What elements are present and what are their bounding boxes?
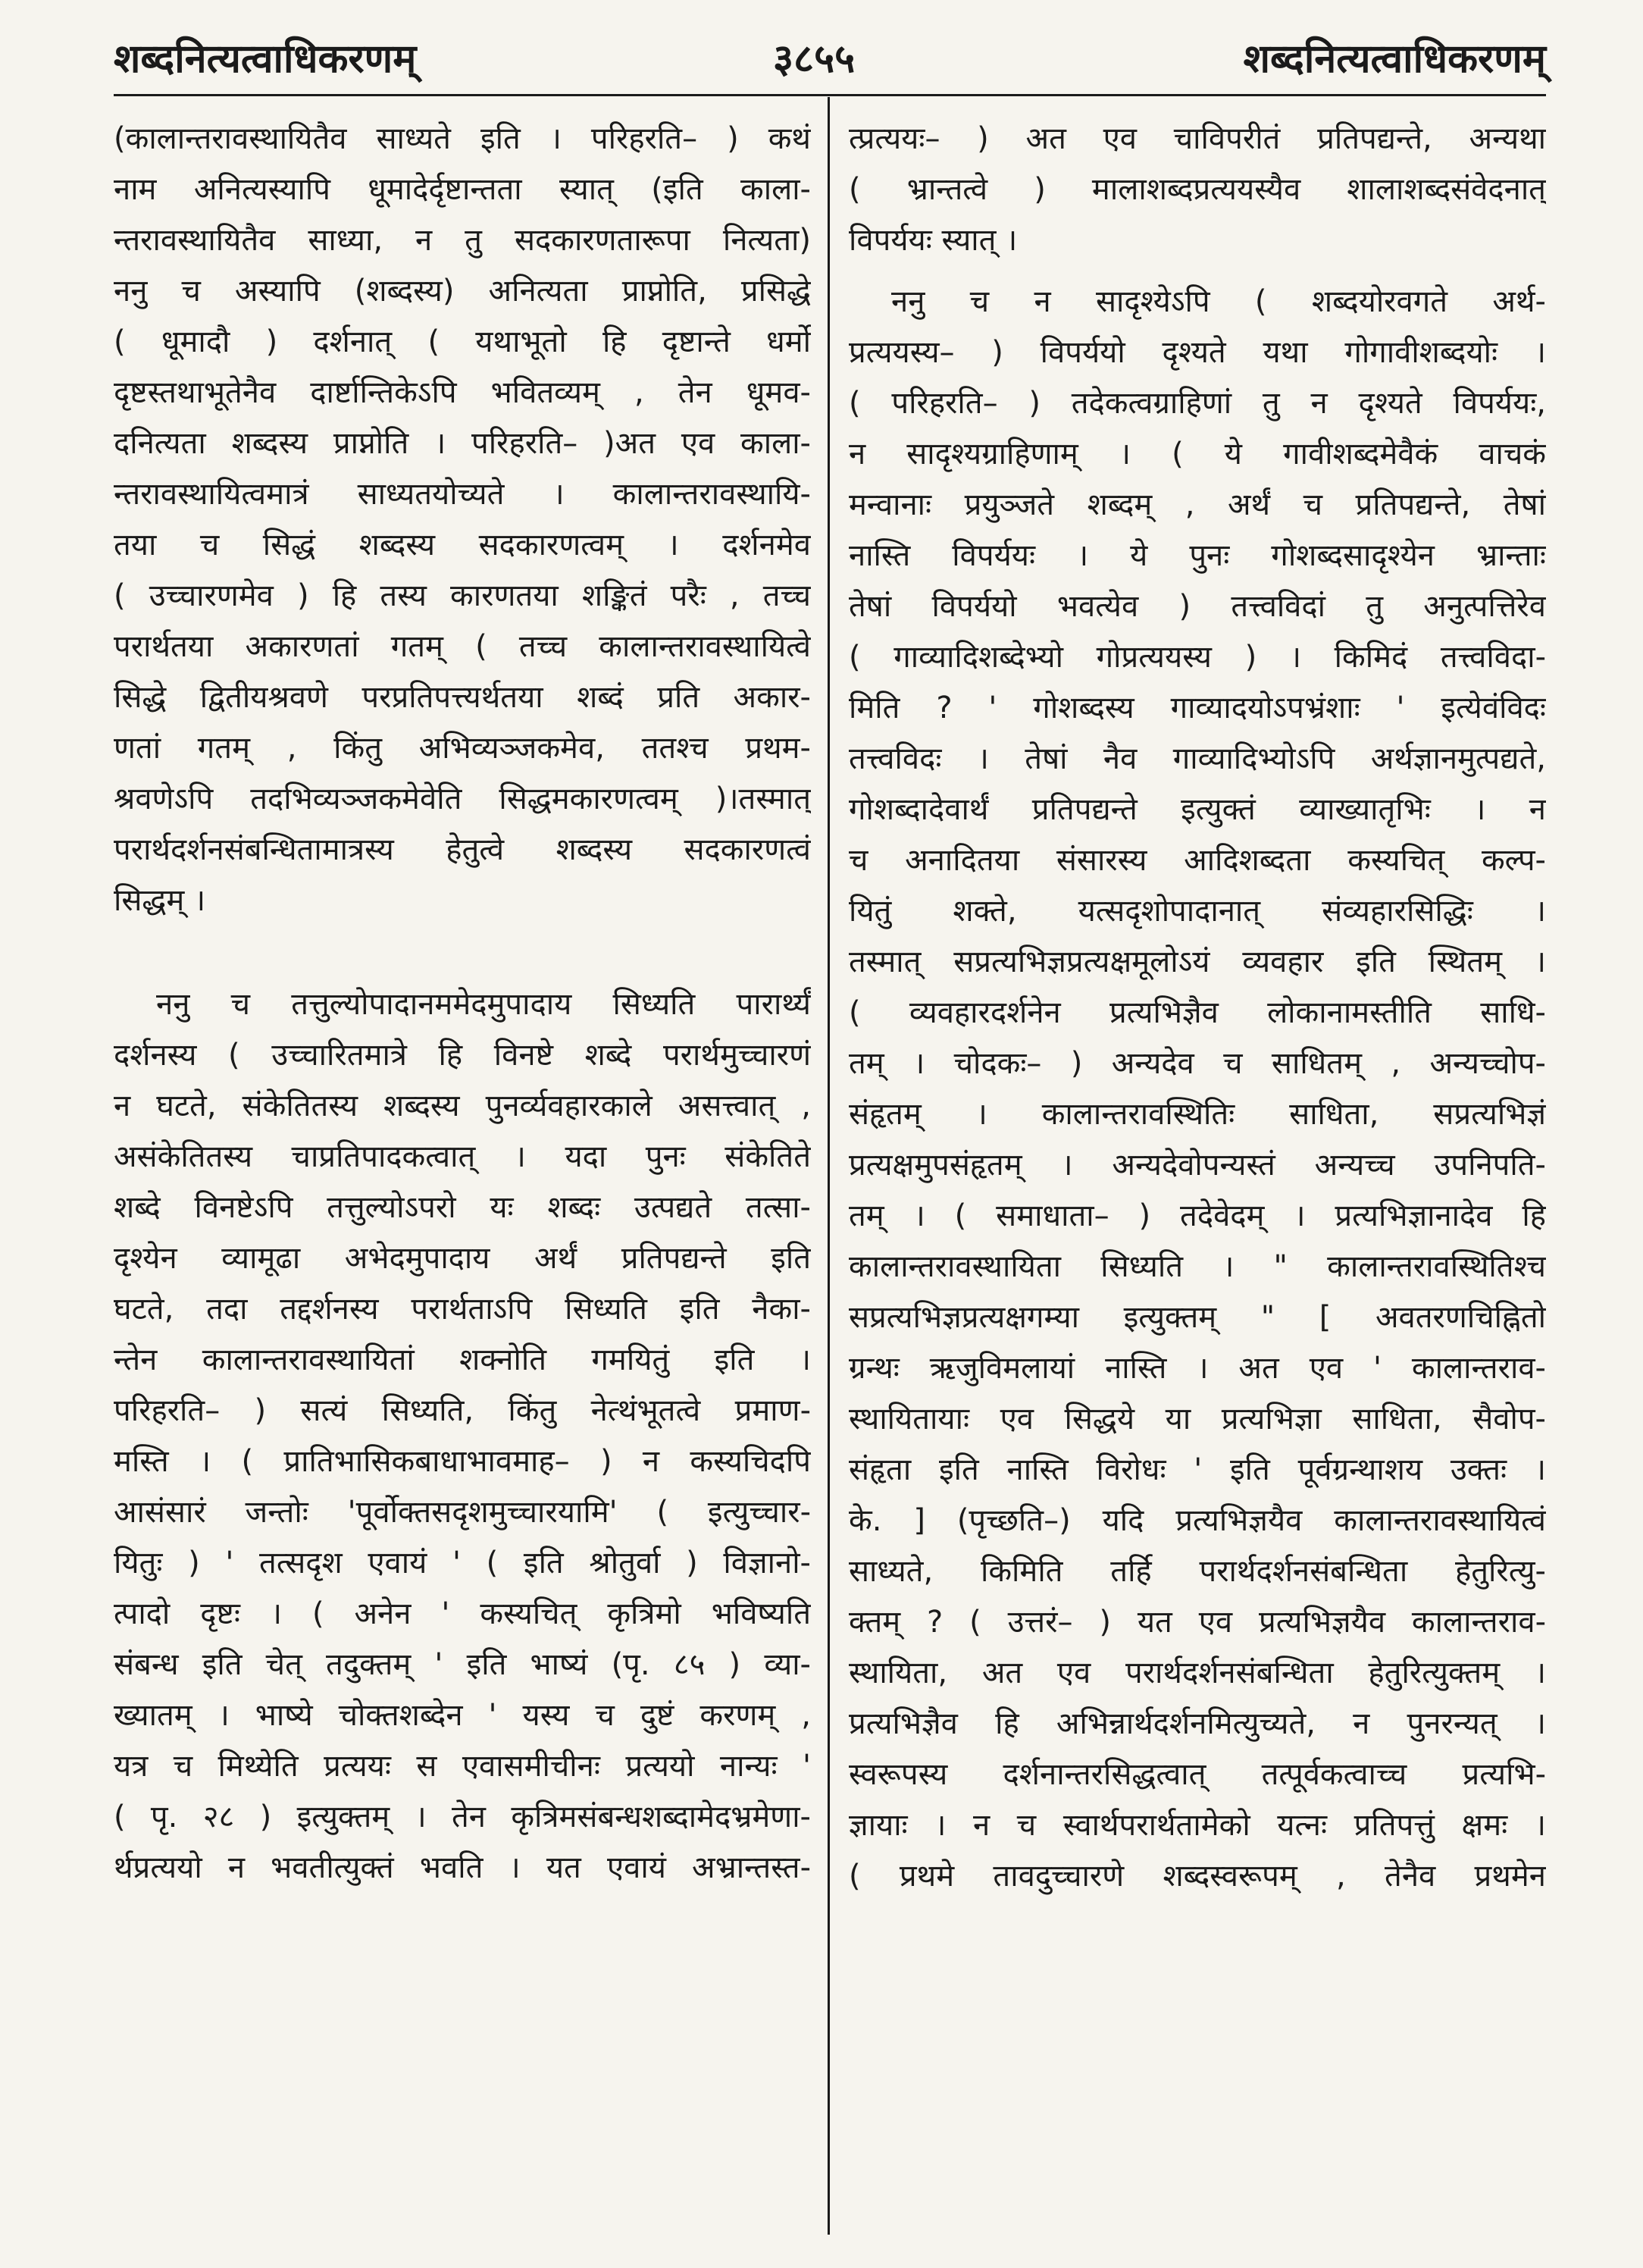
text-line: घटते, तदा तद्दर्शनस्य परार्थताऽपि सिध्यति इति नैका-: [114, 1292, 811, 1327]
text-line: ( व्यवहारदर्शनेन प्रत्यभिज्ञैव लोकानामस्तीति साधि-: [849, 995, 1546, 1030]
text-line: ननु च तत्तुल्योपादानममेदमुपादाय सिध्यति पारार्थ्यं: [156, 987, 811, 1022]
left-paragraph-2: [114, 979, 811, 1894]
text-line: ( उच्चारणमेव ) हि तस्य कारणतया शङ्कितं परैः , तच्च: [114, 578, 811, 613]
text-line: ग्रन्थः ऋजुविमलायां नास्ति । अत एव ' कालान्तराव-: [849, 1351, 1546, 1386]
text-line: शब्दे विनष्टेऽपि तत्तुल्योऽपरो यः शब्दः उत्पद्यते तत्सा-: [114, 1190, 811, 1225]
right-paragraph-2: [849, 277, 1546, 1902]
running-title-left: शब्दनित्यत्वाधिकरणम्: [114, 36, 417, 82]
text-line: असंकेतितस्य चाप्रतिपादकत्वात् । यदा पुनः संकेतिते: [114, 1139, 811, 1174]
text-line: विपर्ययः स्यात् ।: [849, 223, 1018, 258]
text-line: परिहरति– ) सत्यं सिध्यति, किंतु नेत्थंभूतत्वे प्रमाण-: [114, 1393, 811, 1428]
text-line: न्तरावस्थायित्वमात्रं साध्यतयोच्यते । कालान्तरावस्थायि-: [114, 477, 811, 512]
column-divider: [828, 97, 830, 2235]
text-line: स्थायिता, अत एव परार्थदर्शनसंबन्धिता हेतुरित्युक्तम् ।: [849, 1656, 1546, 1690]
text-line: (कालान्तरावस्थायितैव साध्यते इति । परिहरति– ) कथं: [114, 121, 811, 156]
text-line: सिद्धम् ।: [114, 883, 206, 918]
text-line: प्रत्यक्षमुपसंहृतम् । अन्यदेवोपन्यस्तं अन्यच्च उपनिपति-: [849, 1148, 1546, 1183]
text-line: ख्यातम् । भाष्ये चोक्तशब्देन ' यस्य च दुष्टं करणम् ,: [114, 1698, 811, 1733]
paragraph-gap: [849, 266, 1546, 277]
text-line: न सादृश्यग्राहिणाम् । ( ये गावीशब्दमेवैकं वाचकं: [849, 437, 1546, 471]
text-line: ( पृ. २८ ) इत्युक्तम् । तेन कृत्रिमसंबन्धशब्दामेदभ्रमेणा-: [114, 1800, 811, 1834]
text-line: न्तरावस्थायितैव साध्या, न तु सदकारणतारूपा नित्यता): [114, 223, 811, 258]
text-line: तेषां विपर्ययो भवत्येव ) तत्त्वविदां तु अनुत्पत्तिरेव: [849, 589, 1546, 624]
text-line: ( परिहरति– ) तदेकत्वग्राहिणां तु न दृश्यते विपर्ययः,: [849, 386, 1546, 421]
header-rule: [114, 94, 1546, 96]
text-line: र्थप्रत्ययो न भवतीत्युक्तं भवति । यत एवायं अभ्रान्तस्त-: [114, 1850, 811, 1885]
text-line: दनित्यता शब्दस्य प्राप्नोति । परिहरति– )अत एव काला-: [114, 426, 811, 461]
text-line: मन्वानाः प्रयुञ्जते शब्दम् , अर्थं च प्रतिपद्यन्ते, तेषां: [849, 487, 1546, 522]
text-line: ( गाव्यादिशब्देभ्यो गोप्रत्ययस्य ) । किमिदं तत्त्वविदा-: [849, 640, 1546, 675]
text-line: क्तम् ? ( उत्तरं– ) यत एव प्रत्यभिज्ञयैव कालान्तराव-: [849, 1605, 1546, 1640]
text-line: प्रत्यभिज्ञैव हि अभिन्नार्थदर्शनमित्युच्यते, न पुनरन्यत् ।: [849, 1706, 1546, 1741]
page-number: ३८५५: [773, 36, 856, 82]
text-line: ( प्रथमे तावदुच्चारणे शब्दस्वरूपम् , तेनैव प्रथमेन: [849, 1859, 1546, 1894]
text-line: दृश्येन व्यामूढा अभेदमुपादाय अर्थं प्रतिपद्यन्ते इति: [114, 1241, 811, 1276]
text-line: तस्मात् सप्रत्यभिज्ञप्रत्यक्षमूलोऽयं व्यवहार इति स्थितम् ।: [849, 944, 1546, 979]
left-column: [114, 114, 811, 1894]
text-line: संहृता इति नास्ति विरोधः ' इति पूर्वग्रन्थाशय उक्तः ।: [849, 1452, 1546, 1487]
text-line: न्तेन कालान्तरावस्थायितां शक्नोति गमयितुं इति ।: [114, 1342, 811, 1377]
text-line: स्वरूपस्य दर्शनान्तरसिद्धत्वात् तत्पूर्वकत्वाच्च प्रत्यभि-: [849, 1757, 1546, 1792]
text-line: संहृतम् । कालान्तरावस्थितिः साधिता, सप्रत्यभिज्ञं: [849, 1097, 1546, 1132]
text-line: स्थायितायाः एव सिद्धये या प्रत्यभिज्ञा साधिता, सैवोप-: [849, 1402, 1546, 1436]
text-line: तम् । चोदकः– ) अन्यदेव च साधितम् , अन्यच्चोप-: [849, 1046, 1546, 1081]
text-line: यत्र च मिथ्येति प्रत्ययः स एवासमीचीनः प्रत्ययो नान्यः ': [114, 1749, 811, 1784]
text-line: च अनादितया संसारस्य आदिशब्दता कस्यचित् कल्प-: [849, 843, 1546, 878]
paragraph-gap: [114, 926, 811, 979]
text-line: तम् । ( समाधाता– ) तदेवेदम् । प्रत्यभिज्ञानादेव हि: [849, 1198, 1546, 1233]
text-line: परार्थदर्शनसंबन्धितामात्रस्य हेतुत्वे शब्दस्य सदकारणत्वं: [114, 832, 811, 867]
left-paragraph-1: [114, 114, 811, 926]
text-line: आसंसारं जन्तोः 'पूर्वोक्तसदृशमुच्चारयामि' ( इत्युच्चार-: [114, 1495, 811, 1530]
text-line: णतां गतम् , किंतु अभिव्यञ्जकमेव, ततश्च प्रथम-: [114, 731, 811, 766]
text-line: गोशब्दादेवार्थं प्रतिपद्यन्ते इत्युक्तं व्याख्यातृभिः । न: [849, 792, 1546, 827]
text-line: ज्ञायाः । न च स्वार्थपरार्थतामेको यत्नः प्रतिपत्तुं क्षमः ।: [849, 1808, 1546, 1843]
text-line: साध्यते, किमिति तर्हि परार्थदर्शनसंबन्धिता हेतुरित्यु-: [849, 1554, 1546, 1589]
text-line: मस्ति । ( प्रातिभासिकबाधाभावमाह– ) न कस्यचिदपि: [114, 1444, 811, 1479]
text-line: त्प्रत्ययः– ) अत एव चाविपरीतं प्रतिपद्यन्ते, अन्यथा: [849, 121, 1546, 156]
text-line: त्पादो दृष्टः । ( अनेन ' कस्यचित् कृत्रिमो भविष्यति: [114, 1596, 811, 1631]
text-line: सिद्धे द्वितीयश्रवणे परप्रतिपत्त्यर्थतया शब्दं प्रति अकार-: [114, 680, 811, 715]
text-line: श्रवणेऽपि तदभिव्यञ्जकमेवेति सिद्धमकारणत्वम् )।तस्मात्: [114, 782, 811, 816]
right-column: [849, 114, 1546, 1902]
text-line: मिति ? ' गोशब्दस्य गाव्यादयोऽपभ्रंशाः ' इत्येवंविदः: [849, 691, 1546, 725]
text-line: तया च सिद्धं शब्दस्य सदकारणत्वम् । दर्शनमेव: [114, 528, 811, 562]
text-line: यितुः ) ' तत्सदृश एवायं ' ( इति श्रोतुर्वा ) विज्ञानो-: [114, 1546, 811, 1580]
text-line: प्रत्ययस्य– ) विपर्ययो दृश्यते यथा गोगावीशब्दयोः ।: [849, 335, 1546, 370]
text-line: यितुं शक्ते, यत्सदृशोपादानात् संव्यहारसिद्धिः ।: [849, 894, 1546, 929]
text-line: सप्रत्यभिज्ञप्रत्यक्षगम्या इत्युक्तम् " [ अवतरणचिह्नितो: [849, 1300, 1546, 1335]
text-line: के. ] (पृच्छति–) यदि प्रत्यभिज्ञयैव कालान्तरावस्थायित्वं: [849, 1503, 1546, 1538]
text-line: ननु च अस्यापि (शब्दस्य) अनित्यता प्राप्नोति, प्रसिद्धे: [114, 274, 811, 309]
text-line: ननु च न सादृश्येऽपि ( शब्दयोरवगते अर्थ-: [891, 284, 1546, 319]
text-line: नास्ति विपर्ययः । ये पुनः गोशब्दसादृश्येन भ्रान्ताः: [849, 538, 1546, 573]
text-line: दर्शनस्य ( उच्चारितमात्रे हि विनष्टे शब्दे परार्थमुच्चारणं: [114, 1038, 811, 1073]
page-header: [114, 30, 1546, 83]
text-line: ( भ्रान्तत्वे ) मालाशब्दप्रत्ययस्यैव शालाशब्दसंवेदनात्: [849, 172, 1546, 207]
text-line: कालान्तरावस्थायिता सिध्यति । " कालान्तरावस्थितिश्च: [849, 1249, 1546, 1284]
text-line: संबन्ध इति चेत् तदुक्तम् ' इति भाष्यं (पृ. ८५ ) व्या-: [114, 1647, 811, 1682]
text-line: दृष्टस्तथाभूतेनैव दार्ष्टान्तिकेऽपि भवितव्यम् , तेन धूमव-: [114, 375, 811, 410]
text-line: नाम अनित्यस्यापि धूमादेर्दृष्टान्तता स्यात् (इति काला-: [114, 172, 811, 207]
text-line: तत्त्वविदः । तेषां नैव गाव्यादिभ्योऽपि अर्थज्ञानमुत्पद्यते,: [849, 741, 1546, 776]
running-title-right: शब्दनित्यत्वाधिकरणम्: [1243, 36, 1546, 82]
text-line: ( धूमादौ ) दर्शनात् ( यथाभूतो हि दृष्टान्ते धर्मो: [114, 324, 811, 359]
right-paragraph-1: [849, 114, 1546, 266]
text-line: न घटते, संकेतितस्य शब्दस्य पुनर्व्यवहारकाले असत्त्वात् ,: [114, 1089, 811, 1123]
text-line: परार्थतया अकारणतां गतम् ( तच्च कालान्तरावस्थायित्वे: [114, 629, 811, 664]
